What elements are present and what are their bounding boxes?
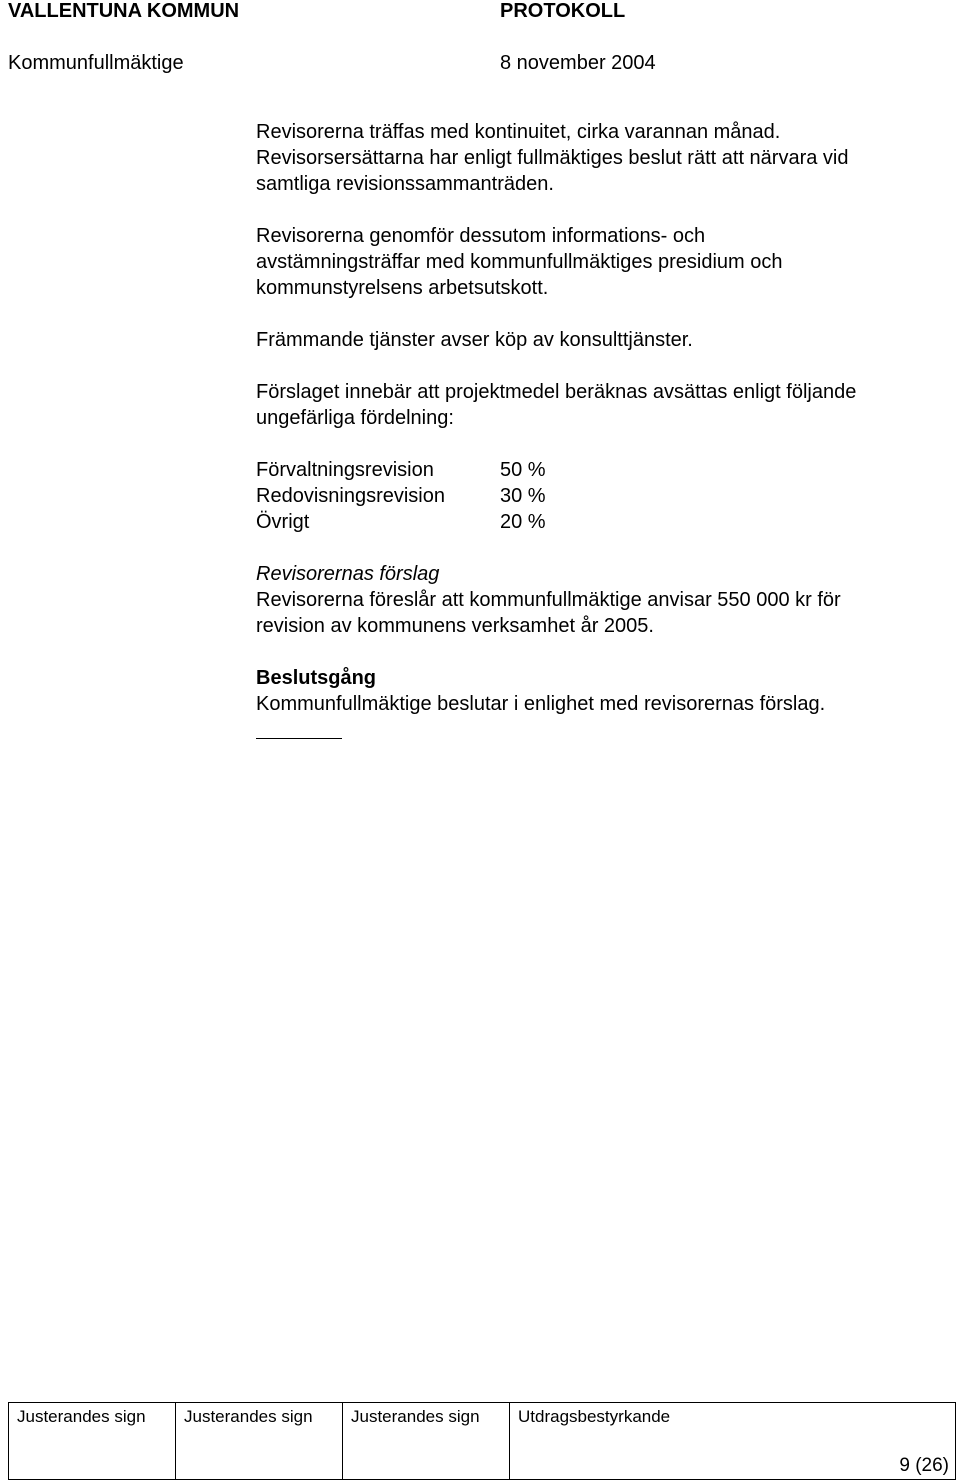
decision-heading: Beslutsgång xyxy=(256,667,377,689)
signature-cell xyxy=(9,1403,176,1480)
allocation-row xyxy=(256,457,946,483)
allocation-row xyxy=(256,483,946,509)
text-line: Revisorerna genomför dessutom informations- och xyxy=(256,225,706,247)
certification-cell xyxy=(510,1403,956,1480)
meeting-date: 8 november 2004 xyxy=(500,52,656,74)
signature-label: Justerandes sign xyxy=(184,1407,313,1426)
text-line: revision av kommunens verksamhet år 2005. xyxy=(256,615,654,637)
decision-text: Kommunfullmäktige beslutar i enlighet med revisorernas förslag. xyxy=(256,693,826,715)
allocation-row xyxy=(256,509,946,535)
text-line: Revisorsersättarna har enligt fullmäktiges beslut rätt att närvara vid xyxy=(256,147,849,169)
signature-cell xyxy=(343,1403,510,1480)
page-number: 9 (26) xyxy=(899,1455,949,1476)
proposal-heading: Revisorernas förslag xyxy=(256,563,440,585)
allocation-value: 50 % xyxy=(500,459,546,481)
paragraph-meetings xyxy=(256,119,946,197)
text-line: Revisorerna föreslår att kommunfullmäktige anvisar 550 000 kr för xyxy=(256,589,841,611)
certification-label: Utdragsbestyrkande xyxy=(518,1407,671,1426)
body-name: Kommunfullmäktige xyxy=(8,52,184,74)
allocation-value: 30 % xyxy=(500,485,546,507)
allocation-name: Övrigt xyxy=(256,511,310,533)
allocation-value: 20 % xyxy=(500,511,546,533)
doc-type: PROTOKOLL xyxy=(500,0,626,22)
text-line: Förslaget innebär att projektmedel beräknas avsättas enligt följande xyxy=(256,381,857,403)
paragraph-services: Främmande tjänster avser köp av konsulttjänster. xyxy=(256,329,693,351)
signature-label: Justerandes sign xyxy=(17,1407,146,1426)
signature-label: Justerandes sign xyxy=(351,1407,480,1426)
end-rule xyxy=(256,738,342,739)
text-line: samtliga revisionssammanträden. xyxy=(256,173,554,195)
paragraph-information xyxy=(256,223,946,301)
org-name: VALLENTUNA KOMMUN xyxy=(8,0,240,22)
text-line: avstämningsträffar med kommunfullmäktiges presidium och xyxy=(256,251,783,273)
paragraph-proposal-intro xyxy=(256,379,946,431)
signature-table xyxy=(8,1402,956,1480)
text-line: Revisorerna träffas med kontinuitet, cirka varannan månad. xyxy=(256,121,781,143)
allocation-name: Redovisningsrevision xyxy=(256,485,445,507)
signature-cell xyxy=(176,1403,343,1480)
text-line: kommunstyrelsens arbetsutskott. xyxy=(256,277,549,299)
allocation-list xyxy=(256,457,946,535)
document-body xyxy=(256,119,946,739)
text-line: ungefärliga fördelning: xyxy=(256,407,454,429)
allocation-name: Förvaltningsrevision xyxy=(256,459,434,481)
